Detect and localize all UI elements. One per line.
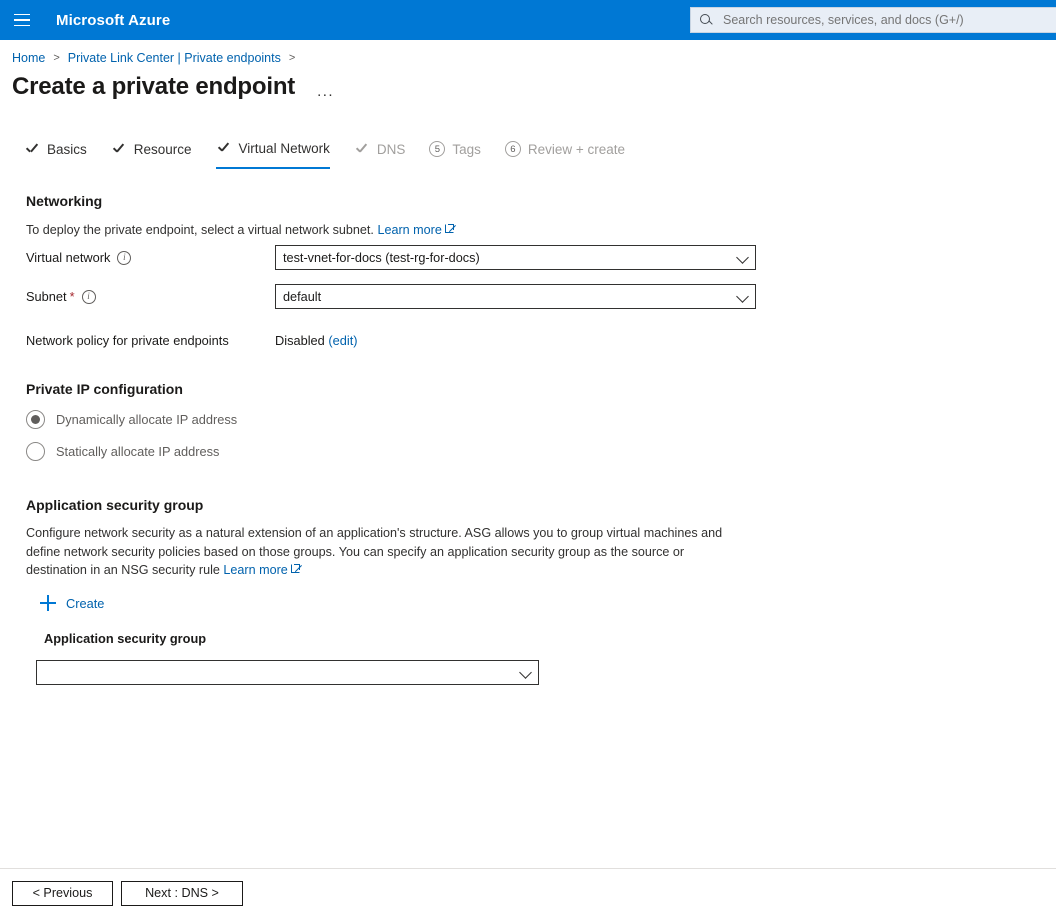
asg-description-text: Configure network security as a natural extension of an application's structure. ASG allows you to group virtual machines and define network security policies based on those groups. You can specify an application security group as the source or destination in an NSG security rule xyxy=(26,526,723,577)
tab-review-create[interactable] xyxy=(505,135,625,169)
tab-basics[interactable] xyxy=(24,135,87,169)
private-ip-heading: Private IP configuration xyxy=(26,381,183,398)
asg-field-header: Application security group xyxy=(44,631,207,646)
azure-brand-title[interactable]: Microsoft Azure xyxy=(56,11,171,29)
virtual-network-label: Virtual network xyxy=(26,250,111,266)
subnet-select[interactable] xyxy=(275,284,756,309)
next-dns-button[interactable]: Next : DNS > xyxy=(121,881,243,906)
breadcrumb-separator-icon-2: > xyxy=(288,52,296,64)
search-input[interactable] xyxy=(721,12,1056,28)
check-icon xyxy=(216,140,232,156)
asg-field-row xyxy=(36,660,596,686)
search-icon xyxy=(699,13,713,27)
subnet-label-wrap xyxy=(26,289,275,304)
virtual-network-label-wrap xyxy=(26,250,275,265)
network-policy-value: Disabled xyxy=(275,333,325,349)
previous-button[interactable]: < Previous xyxy=(12,881,113,906)
virtual-network-row xyxy=(26,245,1056,270)
plus-icon xyxy=(40,595,56,611)
asg-field-group xyxy=(36,631,596,686)
asg-description xyxy=(26,524,748,579)
wizard-footer xyxy=(0,868,1056,917)
networking-description xyxy=(26,221,766,239)
subnet-select-wrap xyxy=(275,284,756,309)
info-icon[interactable]: i xyxy=(82,290,96,304)
asg-heading: Application security group xyxy=(26,497,204,514)
radio-dynamic-allocate[interactable] xyxy=(26,410,1056,429)
more-actions-icon[interactable]: ... xyxy=(317,83,335,100)
global-search[interactable] xyxy=(690,7,1056,33)
breadcrumb xyxy=(0,40,1056,65)
external-link-icon xyxy=(291,564,300,573)
breadcrumb-item-private-link-center[interactable]: Private Link Center | Private endpoints xyxy=(67,51,281,65)
tab-dns-label: DNS xyxy=(376,141,406,157)
step-number-icon: 6 xyxy=(505,141,521,157)
network-policy-edit-link[interactable]: (edit) xyxy=(328,333,358,349)
asg-select-wrap xyxy=(36,660,539,685)
step-number-icon: 5 xyxy=(429,141,445,157)
wizard-tabs xyxy=(24,135,1056,169)
virtual-network-select-wrap xyxy=(275,245,756,270)
tab-review-create-label: Review + create xyxy=(527,141,626,157)
asg-learn-more-link[interactable]: Learn more xyxy=(223,562,288,577)
info-icon[interactable]: i xyxy=(117,251,131,265)
virtual-network-select[interactable] xyxy=(275,245,756,270)
page-title: Create a private endpoint xyxy=(12,73,296,100)
check-icon xyxy=(354,141,370,157)
networking-learn-more-link[interactable]: Learn more xyxy=(377,223,442,237)
tab-resource-label: Resource xyxy=(133,141,192,157)
create-asg-button[interactable] xyxy=(40,595,104,611)
networking-heading: Networking xyxy=(26,193,103,209)
page-title-row xyxy=(0,65,1056,101)
networking-description-text: To deploy the private endpoint, select a virtual network subnet. xyxy=(26,223,374,237)
tab-dns[interactable] xyxy=(354,135,406,169)
tab-virtual-network[interactable] xyxy=(216,135,330,169)
network-policy-label: Network policy for private endpoints xyxy=(26,333,229,349)
subnet-row xyxy=(26,284,1056,309)
network-policy-value-wrap xyxy=(275,333,358,348)
radio-static-allocate[interactable] xyxy=(26,442,1056,461)
asg-select[interactable] xyxy=(36,660,539,685)
external-link-icon xyxy=(445,224,454,233)
tab-virtual-network-label: Virtual Network xyxy=(238,140,330,156)
check-icon xyxy=(111,141,127,157)
tab-basics-label: Basics xyxy=(47,141,87,157)
hamburger-icon[interactable] xyxy=(0,0,44,40)
subnet-label: Subnet xyxy=(26,289,67,305)
tab-tags-label: Tags xyxy=(452,141,481,157)
top-navigation-bar xyxy=(0,0,1056,40)
radio-static-allocate-label: Statically allocate IP address xyxy=(56,444,220,460)
required-asterisk: * xyxy=(69,289,75,305)
radio-button-icon[interactable] xyxy=(26,410,45,429)
network-policy-row xyxy=(26,333,1056,348)
create-asg-label: Create xyxy=(66,595,105,611)
form-content xyxy=(0,193,1056,686)
tab-resource[interactable] xyxy=(111,135,192,169)
radio-button-icon[interactable] xyxy=(26,442,45,461)
radio-dynamic-allocate-label: Dynamically allocate IP address xyxy=(56,412,238,428)
breadcrumb-item-home[interactable]: Home xyxy=(12,51,46,65)
tab-tags[interactable] xyxy=(429,135,481,169)
check-icon xyxy=(24,141,40,157)
breadcrumb-separator-icon: > xyxy=(53,52,60,64)
